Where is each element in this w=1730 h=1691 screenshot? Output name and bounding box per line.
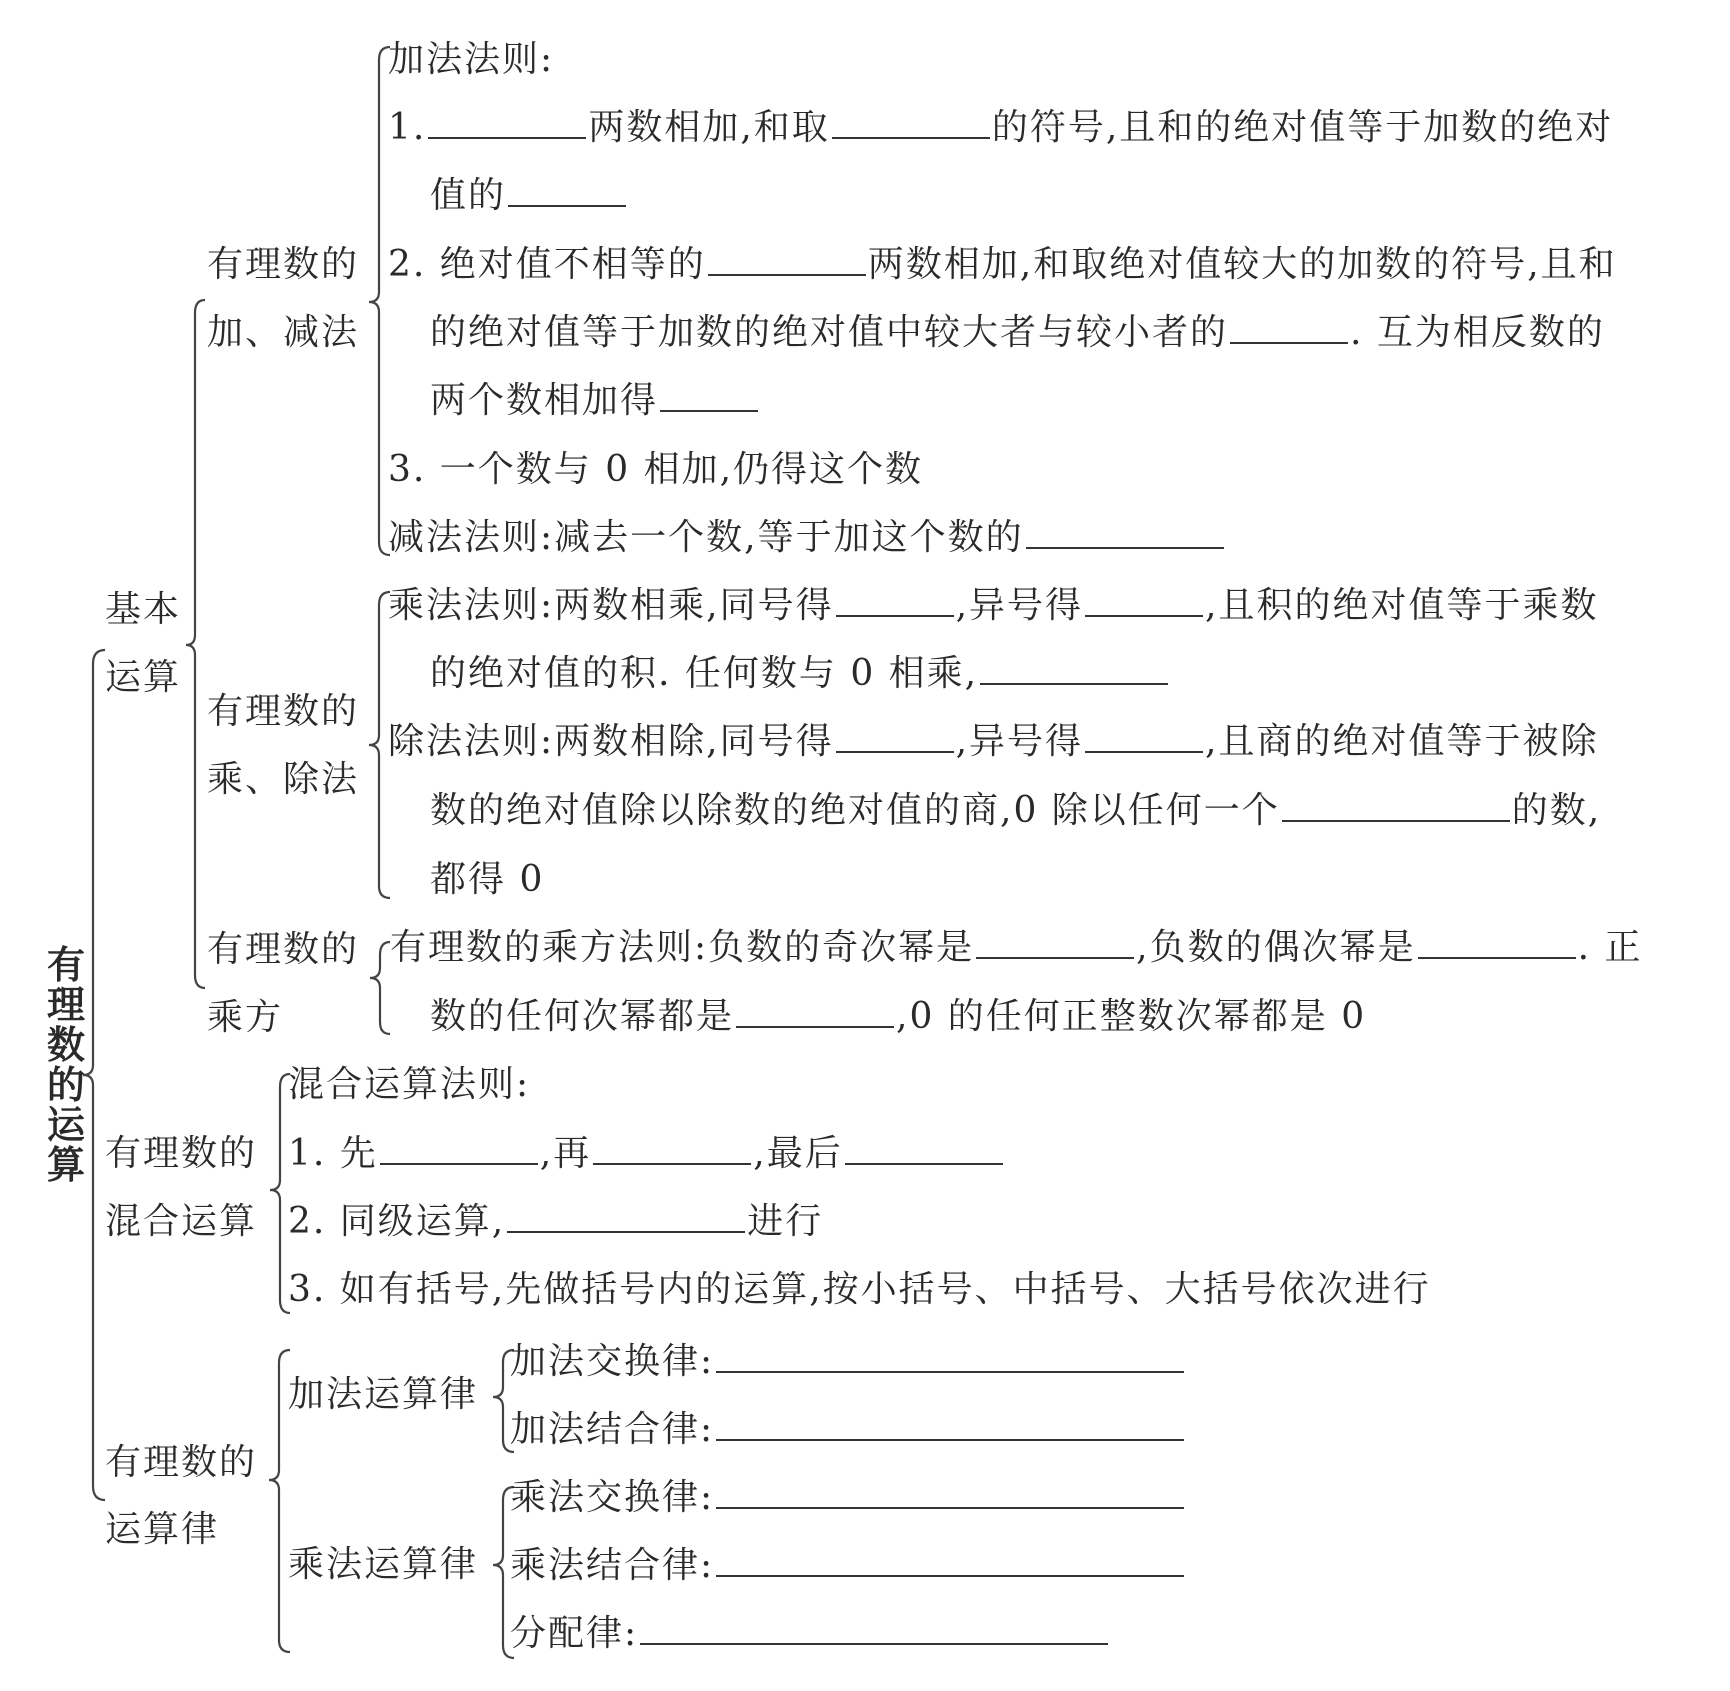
branch-laws-line1: 有理数的 — [105, 1442, 258, 1483]
mul-rule-line1: 乘法法则:两数相乘,同号得 ,异号得 ,且积的绝对值等于乘数 — [388, 585, 1599, 626]
blank-24[interactable] — [716, 1545, 1184, 1577]
blank-21[interactable] — [716, 1341, 1184, 1373]
blank-6[interactable] — [660, 380, 758, 412]
blank-22[interactable] — [716, 1409, 1184, 1441]
blank-7[interactable] — [1026, 517, 1224, 549]
branch-add-sub-line2: 加、减法 — [207, 312, 360, 353]
bracket-mixed — [270, 1074, 290, 1313]
add-rule-2-line2: 的绝对值等于加数的绝对值中较大者与较小者的 . 互为相反数的 — [430, 312, 1605, 353]
blank-14[interactable] — [976, 927, 1134, 959]
branch-laws-line2: 运算律 — [105, 1509, 220, 1550]
blank-1[interactable] — [428, 107, 586, 139]
law-distrib: 分配律: — [510, 1612, 1110, 1656]
branch-mixed-line2: 混合运算 — [105, 1201, 258, 1242]
blank-3[interactable] — [508, 175, 626, 207]
branch-add-sub-line1: 有理数的 — [207, 244, 360, 285]
branch-basic-line1: 基本 — [105, 589, 182, 630]
sub-rule: 减法法则:减去一个数,等于加这个数的 — [388, 516, 1226, 560]
blank-15[interactable] — [1418, 927, 1576, 959]
div-rule-line3: 都得 0 — [430, 859, 545, 900]
bracket-add-sub — [369, 47, 390, 555]
add-rule-title: 加法法则: — [388, 39, 555, 80]
blank-20[interactable] — [507, 1201, 745, 1233]
branch-mixed-line1: 有理数的 — [105, 1133, 258, 1174]
branch-mul-div-line1: 有理数的 — [207, 691, 360, 732]
blank-12[interactable] — [1085, 721, 1203, 753]
bracket-basic — [186, 300, 205, 988]
root-title: 有理数的运算 — [46, 943, 85, 1187]
bracket-laws — [269, 1350, 290, 1652]
blank-23[interactable] — [716, 1477, 1184, 1509]
add-rule-3: 3. 一个数与 0 相加,仍得这个数 — [388, 449, 924, 490]
add-rule-2-line1: 2. 绝对值不相等的 两数相加,和取绝对值较大的加数的符号,且和 — [388, 244, 1617, 285]
branch-power-line1: 有理数的 — [207, 929, 360, 970]
mixed-rule-1: 1. 先 ,再 ,最后 — [288, 1132, 1005, 1176]
mul-rule-line2: 的绝对值的积. 任何数与 0 相乘, — [430, 652, 1170, 696]
mixed-rule-3: 3. 如有括号,先做括号内的运算,按小括号、中括号、大括号依次进行 — [288, 1269, 1431, 1310]
blank-19[interactable] — [845, 1133, 1003, 1165]
branch-mul-laws: 乘法运算律 — [288, 1544, 479, 1585]
blank-18[interactable] — [593, 1133, 751, 1165]
mixed-title: 混合运算法则: — [288, 1064, 531, 1105]
bracket-power — [370, 942, 390, 1034]
blank-8[interactable] — [836, 585, 954, 617]
div-rule-line2: 数的绝对值除以除数的绝对值的商,0 除以任何一个 的数, — [430, 790, 1602, 831]
law-mul-comm: 乘法交换律: — [510, 1476, 1186, 1520]
blank-5[interactable] — [1230, 312, 1348, 344]
branch-basic-line2: 运算 — [105, 657, 182, 698]
law-add-comm: 加法交换律: — [510, 1340, 1186, 1384]
law-add-assoc: 加法结合律: — [510, 1408, 1186, 1452]
law-mul-assoc: 乘法结合律: — [510, 1544, 1186, 1588]
blank-10[interactable] — [980, 653, 1168, 685]
blank-13[interactable] — [1282, 790, 1510, 822]
blank-11[interactable] — [836, 721, 954, 753]
blank-25[interactable] — [640, 1613, 1108, 1645]
mixed-rule-2: 2. 同级运算, 进行 — [288, 1201, 824, 1242]
branch-mul-div-line2: 乘、除法 — [207, 759, 360, 800]
blank-2[interactable] — [832, 107, 990, 139]
power-rule-line1: 有理数的乘方法则:负数的奇次幂是 ,负数的偶次幂是 . 正 — [390, 927, 1643, 968]
add-rule-1-line2: 值的 — [430, 174, 628, 218]
bracket-mul-div — [369, 592, 390, 898]
div-rule-line1: 除法法则:两数相除,同号得 ,异号得 ,且商的绝对值等于被除 — [388, 721, 1599, 762]
blank-16[interactable] — [736, 996, 894, 1028]
branch-add-laws: 加法运算律 — [288, 1374, 479, 1415]
blank-9[interactable] — [1085, 585, 1203, 617]
blank-17[interactable] — [380, 1133, 538, 1165]
power-rule-line2: 数的任何次幂都是 ,0 的任何正整数次幂都是 0 — [430, 996, 1367, 1037]
add-rule-2-line3: 两个数相加得 — [430, 379, 760, 423]
branch-power-line2: 乘方 — [207, 997, 284, 1038]
blank-4[interactable] — [708, 244, 866, 276]
add-rule-1-line1: 1. 两数相加,和取 的符号,且和的绝对值等于加数的绝对 — [388, 107, 1614, 148]
